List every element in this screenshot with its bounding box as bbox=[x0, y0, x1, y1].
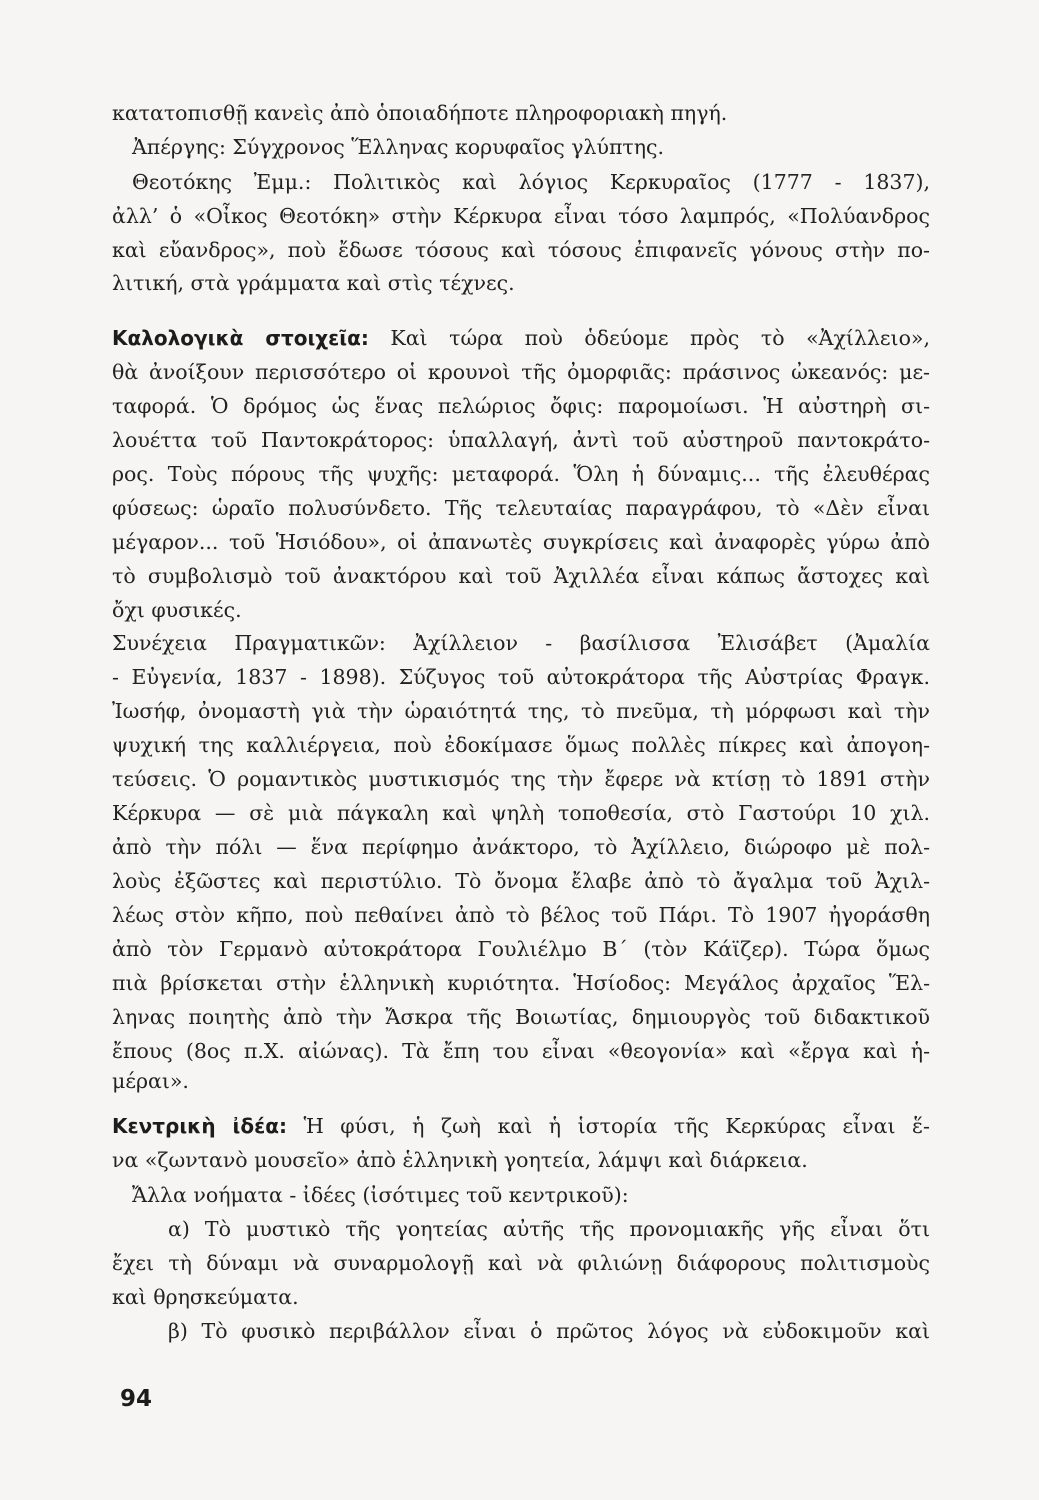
text-line: κατατοπισθῇ κανεὶς ἀπὸ ὁποιαδήποτε πληροφοριακὴ πηγή. bbox=[112, 101, 728, 125]
text-line: τεύσεις. Ὁ ρομαντικὸς μυστικισμός της τὴν ἔφερε νὰ κτίσῃ τὸ 1891 στὴν bbox=[112, 767, 930, 791]
text-line: ἔχει τὴ δύναμι νὰ συναρμολογῇ καὶ νὰ φιλιώνῃ διάφορους πολιτισμοὺς bbox=[112, 1251, 930, 1275]
text-line: ἀπὸ τὸν Γερμανὸ αὐτοκράτορα Γουλιέλμο Β΄ (τὸν Κάϊζερ). Τώρα ὅμως bbox=[112, 937, 930, 961]
text-line: ψυχική της καλλιέργεια, ποὺ ἐδοκίμασε ὅμως πολλὲς πίκρες καὶ ἀπογοη- bbox=[112, 733, 930, 757]
text-line: πιὰ βρίσκεται στὴν ἑλληνικὴ κυριότητα. Ἡσίοδος: Μεγάλος ἀρχαῖος Ἕλ- bbox=[112, 971, 930, 995]
text-line: λέως στὸν κῆπο, ποὺ πεθαίνει ἀπὸ τὸ βέλος τοῦ Πάρι. Τὸ 1907 ἠγοράσθη bbox=[112, 903, 930, 927]
text-line: Θεοτόκης Ἐμμ.: Πολιτικὸς καὶ λόγιος Κερκυραῖος (1777 - 1837), bbox=[132, 170, 930, 194]
text-line: Ἰωσήφ, ὀνομαστὴ γιὰ τὴν ὡραιότητά της, τὸ πνεῦμα, τὴ μόρφωσι καὶ τὴν bbox=[112, 699, 930, 723]
text-line: ληνας ποιητὴς ἀπὸ τὴν Ἄσκρα τῆς Βοιωτίας, δημιουργὸς τοῦ διδακτικοῦ bbox=[112, 1005, 930, 1029]
text-line: ταφορά. Ὁ δρόμος ὡς ἕνας πελώριος ὄφις: παρομοίωσι. Ἡ αὐστηρὴ σι- bbox=[112, 394, 930, 418]
text-line: μέγαρον... τοῦ Ἡσιόδου», οἱ ἀπανωτὲς συγκρίσεις καὶ ἀναφορὲς γύρω ἀπὸ bbox=[112, 530, 930, 554]
text-line: Ἀπέργης: Σύγχρονος Ἕλληνας κορυφαῖος γλύπτης. bbox=[132, 135, 665, 159]
text-line: καὶ θρησκεύματα. bbox=[112, 1285, 299, 1309]
text-line: ἔπους (8ος π.Χ. αἰώνας). Τὰ ἔπη του εἶναι «θεογονία» καὶ «ἔργα καὶ ἡ- bbox=[112, 1039, 930, 1063]
text-line: θὰ ἀνοίξουν περισσότερο οἱ κρουνοὶ τῆς ὀμορφιᾶς: πράσινος ὠκεανός: με- bbox=[112, 360, 930, 384]
text-line: - Εὐγενία, 1837 - 1898). Σύζυγος τοῦ αὐτοκράτορα τῆς Αὐστρίας Φραγκ. bbox=[112, 665, 930, 689]
text-line bbox=[112, 1111, 930, 1141]
text-line: λοὺς ἐξῶστες καὶ περιστύλιο. Τὸ ὄνομα ἔλαβε ἀπὸ τὸ ἄγαλμα τοῦ Ἀχιλ- bbox=[112, 869, 930, 893]
text-line: μέραι». bbox=[112, 1069, 189, 1093]
text-line: λουέττα τοῦ Παντοκράτορος: ὑπαλλαγή, ἀντὶ τοῦ αὐστηροῦ παντοκράτο- bbox=[112, 428, 930, 452]
text-line: α) Τὸ μυστικὸ τῆς γοητείας αὐτῆς τῆς προνομιακῆς γῆς εἶναι ὅτι bbox=[168, 1217, 930, 1241]
heading-continuation: Ἡ φύσι, ἡ ζωὴ καὶ ἡ ἱστορία τῆς Κερκύρας εἶναι ἕ- bbox=[303, 1114, 930, 1138]
text-line bbox=[112, 323, 930, 353]
text-line: Συνέχεια Πραγματικῶν: Ἀχίλλειον - βασίλισσα Ἐλισάβετ (Ἀμαλία bbox=[112, 631, 930, 655]
text-line: ὄχι φυσικές. bbox=[112, 598, 242, 622]
text-line: λιτική, στὰ γράμματα καὶ στὶς τέχνες. bbox=[112, 271, 515, 295]
heading-continuation: Καὶ τώρα ποὺ ὁδεύομε πρὸς τὸ «Ἀχίλλειο», bbox=[390, 326, 930, 350]
text-line: φύσεως: ὡραῖο πολυσύνδετο. Τῆς τελευταίας παραγράφου, τὸ «Δὲν εἶναι bbox=[112, 496, 930, 520]
text-line: ἀλλ’ ὁ «Οἶκος Θεοτόκη» στὴν Κέρκυρα εἶναι τόσο λαμπρός, «Πολύανδρος bbox=[112, 204, 930, 228]
text-line: να «ζωντανὸ μουσεῖο» ἀπὸ ἑλληνικὴ γοητεία, λάμψι καὶ διάρκεια. bbox=[112, 1148, 808, 1172]
section-heading-kentriki: Κεντρικὴ ἰδέα: bbox=[112, 1114, 287, 1138]
text-line: β) Τὸ φυσικὸ περιβάλλον εἶναι ὁ πρῶτος λόγος νὰ εὐδοκιμοῦν καὶ bbox=[168, 1319, 930, 1343]
text-line: τὸ συμβολισμὸ τοῦ ἀνακτόρου καὶ τοῦ Ἀχιλλέα εἶναι κάπως ἄστοχες καὶ bbox=[112, 564, 930, 588]
page-number: 94 bbox=[120, 1386, 153, 1412]
text-line: Κέρκυρα — σὲ μιὰ πάγκαλη καὶ ψηλὴ τοποθεσία, στὸ Γαστούρι 10 χιλ. bbox=[112, 801, 930, 825]
section-heading-kalologika: Καλολογικὰ στοιχεῖα: bbox=[112, 326, 369, 350]
text-line: ἀπὸ τὴν πόλι — ἕνα περίφημο ἀνάκτορο, τὸ Ἀχίλλειο, διώροφο μὲ πολ- bbox=[112, 835, 930, 859]
text-line: καὶ εὔανδρος», ποὺ ἔδωσε τόσους καὶ τόσους ἐπιφανεῖς γόνους στὴν πο- bbox=[112, 238, 930, 262]
text-line: ρος. Τοὺς πόρους τῆς ψυχῆς: μεταφορά. Ὅλη ἡ δύναμις... τῆς ἐλευθέρας bbox=[112, 462, 930, 486]
text-line: Ἄλλα νοήματα - ἰδέες (ἰσότιμες τοῦ κεντρικοῦ): bbox=[132, 1183, 629, 1207]
